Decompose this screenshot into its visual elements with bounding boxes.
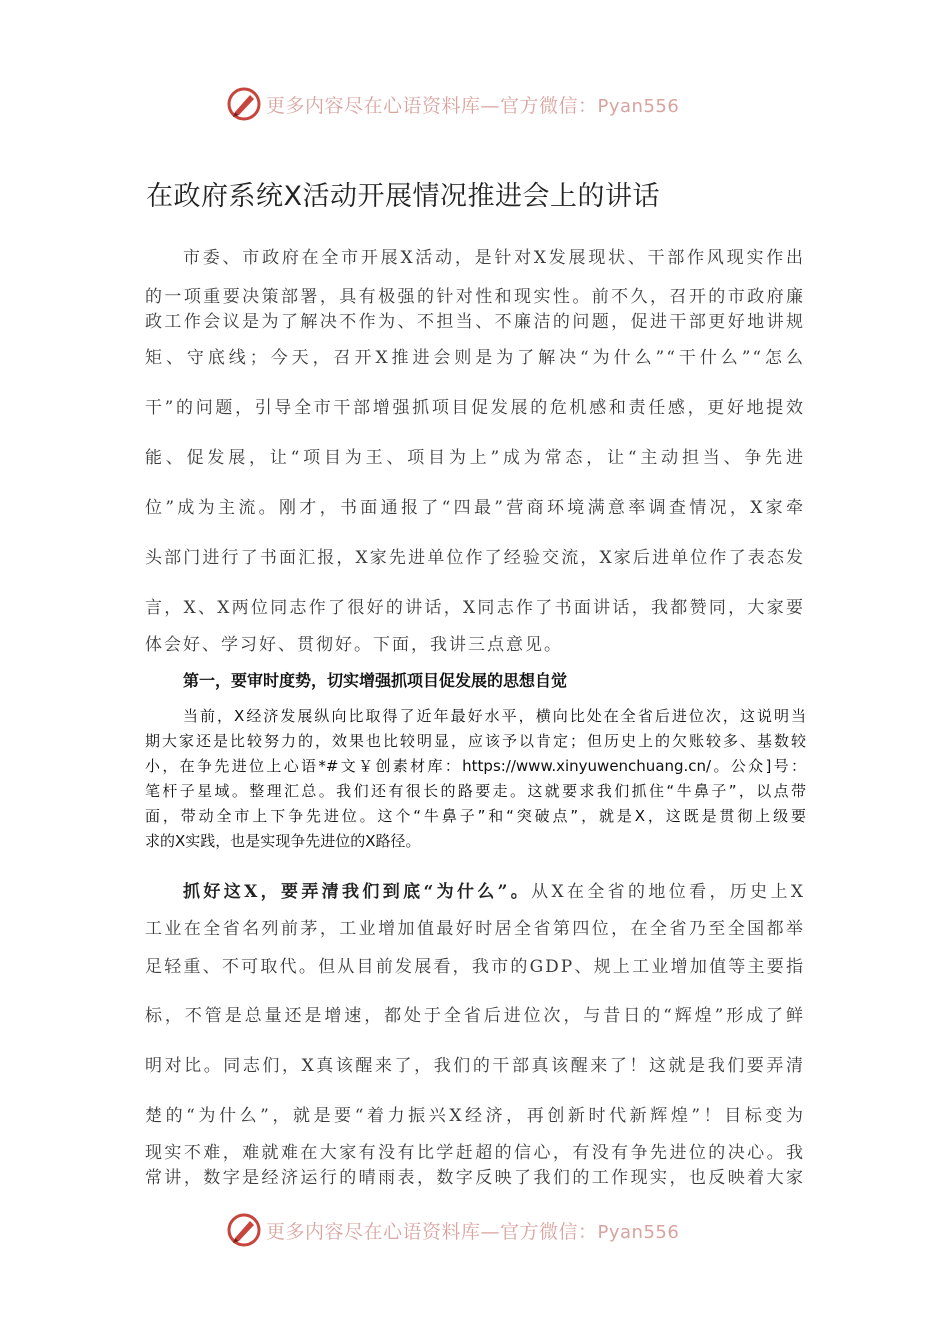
footer-banner	[226, 1212, 726, 1248]
banner-wechat: Pyan556	[597, 1221, 680, 1243]
page-title: 在政府系统X活动开展情况推进会上的讲话	[146, 181, 660, 212]
para1-line: 言，X、X两位同志作了很好的讲话，X同志作了书面讲话，我都赞同，大家要	[145, 598, 805, 618]
para3-line: 现实不难，难就难在大家有没有比学赶超的信心，有没有争先进位的决心。我	[145, 1143, 805, 1163]
para1-line: 能、促发展，让“项目为王、项目为上”成为常态，让“主动担当、争先进	[145, 448, 805, 468]
para1-line: 政工作会议是为了解决不作为、不担当、不廉洁的问题，促进干部更好地讲规	[145, 312, 805, 332]
para3-line: 楚的“为什么”，就是要“着力振兴X经济，再创新时代新辉煌”！目标变为	[145, 1106, 805, 1126]
pen-logo-icon	[226, 86, 262, 122]
para2-line: 当前，X经济发展纵向比取得了近年最好水平，横向比处在全省后进位次，这说明当	[183, 707, 806, 725]
para3-line: 工业在全省名列前茅，工业增加值最好时居全省第四位，在全省乃至全国都举	[145, 919, 805, 939]
para3-line: 常讲，数字是经济运行的晴雨表，数字反映了我们的工作现实，也反映着大家	[145, 1168, 805, 1188]
para3-line: 明对比。同志们，X真该醒来了，我们的干部真该醒来了！这就是我们要弄清	[145, 1056, 805, 1076]
para1-line: 的一项重要决策部署，具有极强的针对性和现实性。前不久，召开的市政府廉	[145, 287, 805, 307]
para2-line: 求的X实践，也是实现争先进位的X路径。	[145, 832, 421, 850]
para3-line: 足轻重、不可取代。但从目前发展看，我市的GDP、规上工业增加值等主要指	[145, 957, 805, 977]
para1-line: 市委、市政府在全市开展X活动，是针对X发展现状、干部作风现实作出	[183, 248, 805, 268]
para2-line: 期大家还是比较努力的，效果也比较明显，应该予以肯定；但历史上的欠账较多、基数较	[145, 732, 806, 750]
para2-line: 面，带动全市上下争先进位。这个“牛鼻子”和“突破点”，就是X，这既是贯彻上级要	[145, 807, 806, 825]
para3-line: 抓好这X，要弄清我们到底“为什么”。从X在全省的地位看，历史上X	[183, 882, 805, 902]
para1-line: 干”的问题，引导全市干部增强抓项目促发展的危机感和责任感，更好地提效	[145, 398, 805, 418]
para3-lead: 抓好这X，要弄清我们到底“为什么”。	[183, 882, 532, 902]
para2-line: 笔杆子星域。整理汇总。我们还有很长的路要走。这就要求我们抓住“牛鼻子”，以点带	[145, 782, 806, 800]
banner-text: 更多内容尽在心语资料库—官方微信：Pyan556	[266, 1220, 680, 1243]
para1-line: 体会好、学习好、贯彻好。下面，我讲三点意见。	[145, 635, 563, 655]
section-heading: 第一，要审时度势，切实增强抓项目促发展的思想自觉	[183, 671, 568, 690]
para2-line: 小，在争先进位上心语*#文￥创素材库：https://www.xinyuwenchuang.cn/。公众]号：	[145, 757, 806, 775]
para1-line: 位”成为主流。刚才，书面通报了“四最”营商环境满意率调查情况，X家牵	[145, 498, 805, 518]
banner-wechat: Pyan556	[597, 95, 680, 117]
para3-line: 标，不管是总量还是增速，都处于全省后进位次，与昔日的“辉煌”形成了鲜	[145, 1006, 805, 1026]
para1-line: 头部门进行了书面汇报，X家先进单位作了经验交流，X家后进单位作了表态发	[145, 548, 805, 568]
banner-text: 更多内容尽在心语资料库—官方微信：Pyan556	[266, 94, 680, 117]
pen-logo-icon	[226, 1212, 262, 1248]
header-banner	[226, 86, 726, 122]
para1-line: 矩、守底线；今天，召开X推进会则是为了解决“为什么”“干什么”“怎么	[145, 348, 805, 368]
